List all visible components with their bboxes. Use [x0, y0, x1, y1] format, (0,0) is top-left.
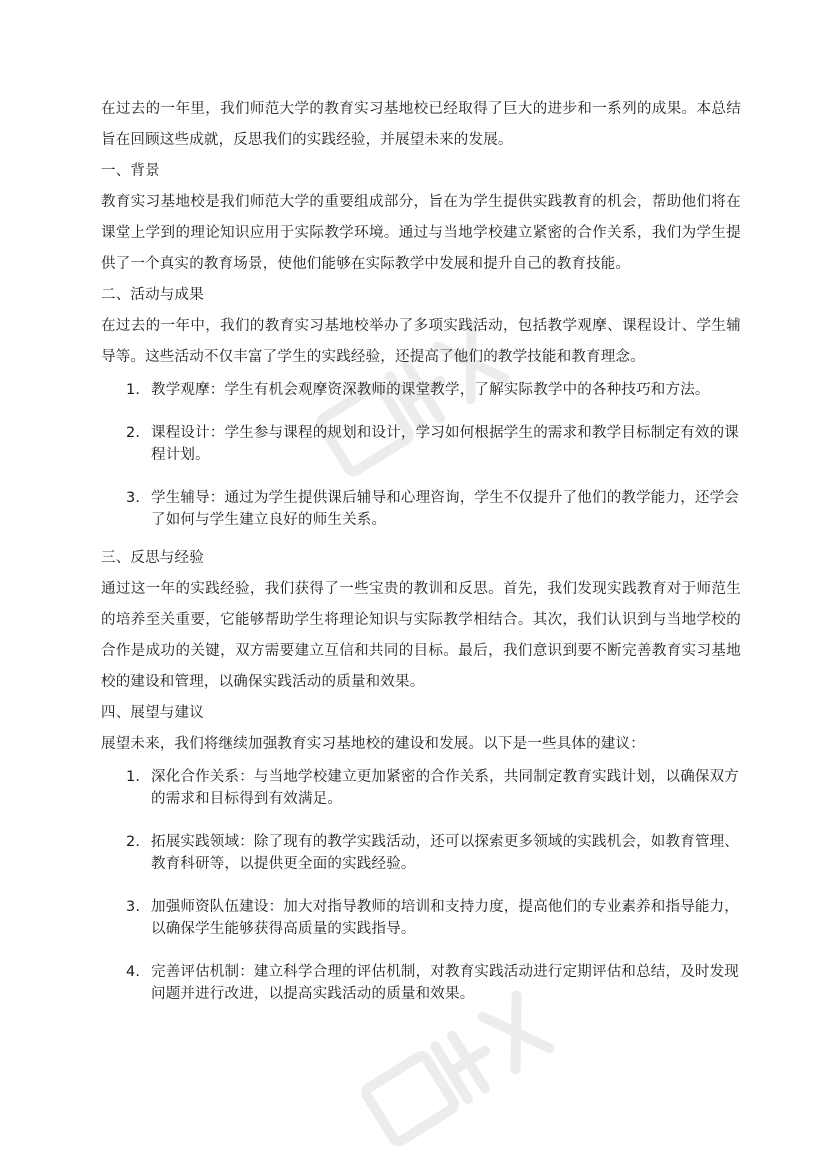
list-item — [101, 422, 741, 466]
list-item-number: 4. — [126, 964, 141, 980]
list-item-text: 深化合作关系：与当地学校建立更加紧密的合作关系，共同制定教育实践计划，以确保双方的需求和目标得到有效满足。 — [151, 769, 739, 807]
list-item-text: 加强师资队伍建设：加大对指导教师的培训和支持力度，提高他们的专业素养和指导能力，以确保学生能够获得高质量的实践指导。 — [151, 899, 739, 937]
list-item-text: 学生辅导：通过为学生提供课后辅导和心理咨询，学生不仅提升了他们的教学能力，还学会了如何与学生建立良好的师生关系。 — [151, 490, 739, 528]
list-item — [101, 831, 741, 875]
document-body — [101, 94, 741, 1017]
section-heading-outlook: 四、展望与建议 — [101, 705, 204, 721]
list-item-number: 1. — [126, 382, 141, 398]
list-item-number: 3. — [126, 899, 141, 915]
outlook-paragraph: 展望未来，我们将继续加强教育实习基地校的建设和发展。以下是一些具体的建议： — [101, 736, 645, 752]
list-item-number: 3. — [126, 490, 141, 506]
list-item-text: 拓展实践领域：除了现有的教学实践活动，还可以探索更多领域的实践机会，如教育管理、教育科研等，以提供更全面的实践经验。 — [151, 834, 739, 872]
list-item — [101, 487, 741, 531]
list-item — [101, 896, 741, 940]
activities-list — [101, 379, 741, 531]
intro-paragraph: 在过去的一年里，我们师范大学的教育实习基地校已经取得了巨大的进步和一系列的成果。本总结旨在回顾这些成就，反思我们的实践经验，并展望未来的发展。 — [101, 101, 741, 148]
list-item-text: 课程设计：学生参与课程的规划和设计，学习如何根据学生的需求和教学目标制定有效的课程计划。 — [151, 425, 739, 463]
list-item-number: 2. — [126, 425, 141, 441]
list-item — [101, 766, 741, 810]
list-item — [101, 379, 741, 401]
suggestions-list — [101, 766, 741, 1005]
list-item-text: 完善评估机制：建立科学合理的评估机制，对教育实践活动进行定期评估和总结，及时发现问题并进行改进，以提高实践活动的质量和效果。 — [151, 964, 739, 1002]
list-item — [101, 961, 741, 1005]
section-heading-reflection: 三、反思与经验 — [101, 550, 204, 566]
section-heading-background: 一、背景 — [101, 163, 160, 179]
background-paragraph: 教育实习基地校是我们师范大学的重要组成部分，旨在为学生提供实践教育的机会，帮助他们将在课堂上学到的理论知识应用于实际教学环境。通过与当地学校建立紧密的合作关系，我们为学生提供了一个真实的教育场景，使他们能够在实际教学中发展和提升自己的教育技能。 — [101, 194, 741, 272]
reflection-paragraph: 通过这一年的实践经验，我们获得了一些宝贵的教训和反思。首先，我们发现实践教育对于师范生的培养至关重要，它能够帮助学生将理论知识与实际教学相结合。其次，我们认识到与当地学校的合作是成功的关键，双方需要建立互信和共同的目标。最后，我们意识到要不断完善教育实习基地校的建设和管理，以确保实践活动的质量和效果。 — [101, 581, 741, 690]
activities-paragraph: 在过去的一年中，我们的教育实习基地校举办了多项实践活动，包括教学观摩、课程设计、学生辅导等。这些活动不仅丰富了学生的实践经验，还提高了他们的教学技能和教育理念。 — [101, 318, 741, 365]
list-item-number: 2. — [126, 834, 141, 850]
list-item-text: 教学观摩：学生有机会观摩资深教师的课堂教学，了解实际教学中的各种技巧和方法。 — [151, 382, 710, 398]
section-heading-activities: 二、活动与成果 — [101, 287, 204, 303]
list-item-number: 1. — [126, 769, 141, 785]
